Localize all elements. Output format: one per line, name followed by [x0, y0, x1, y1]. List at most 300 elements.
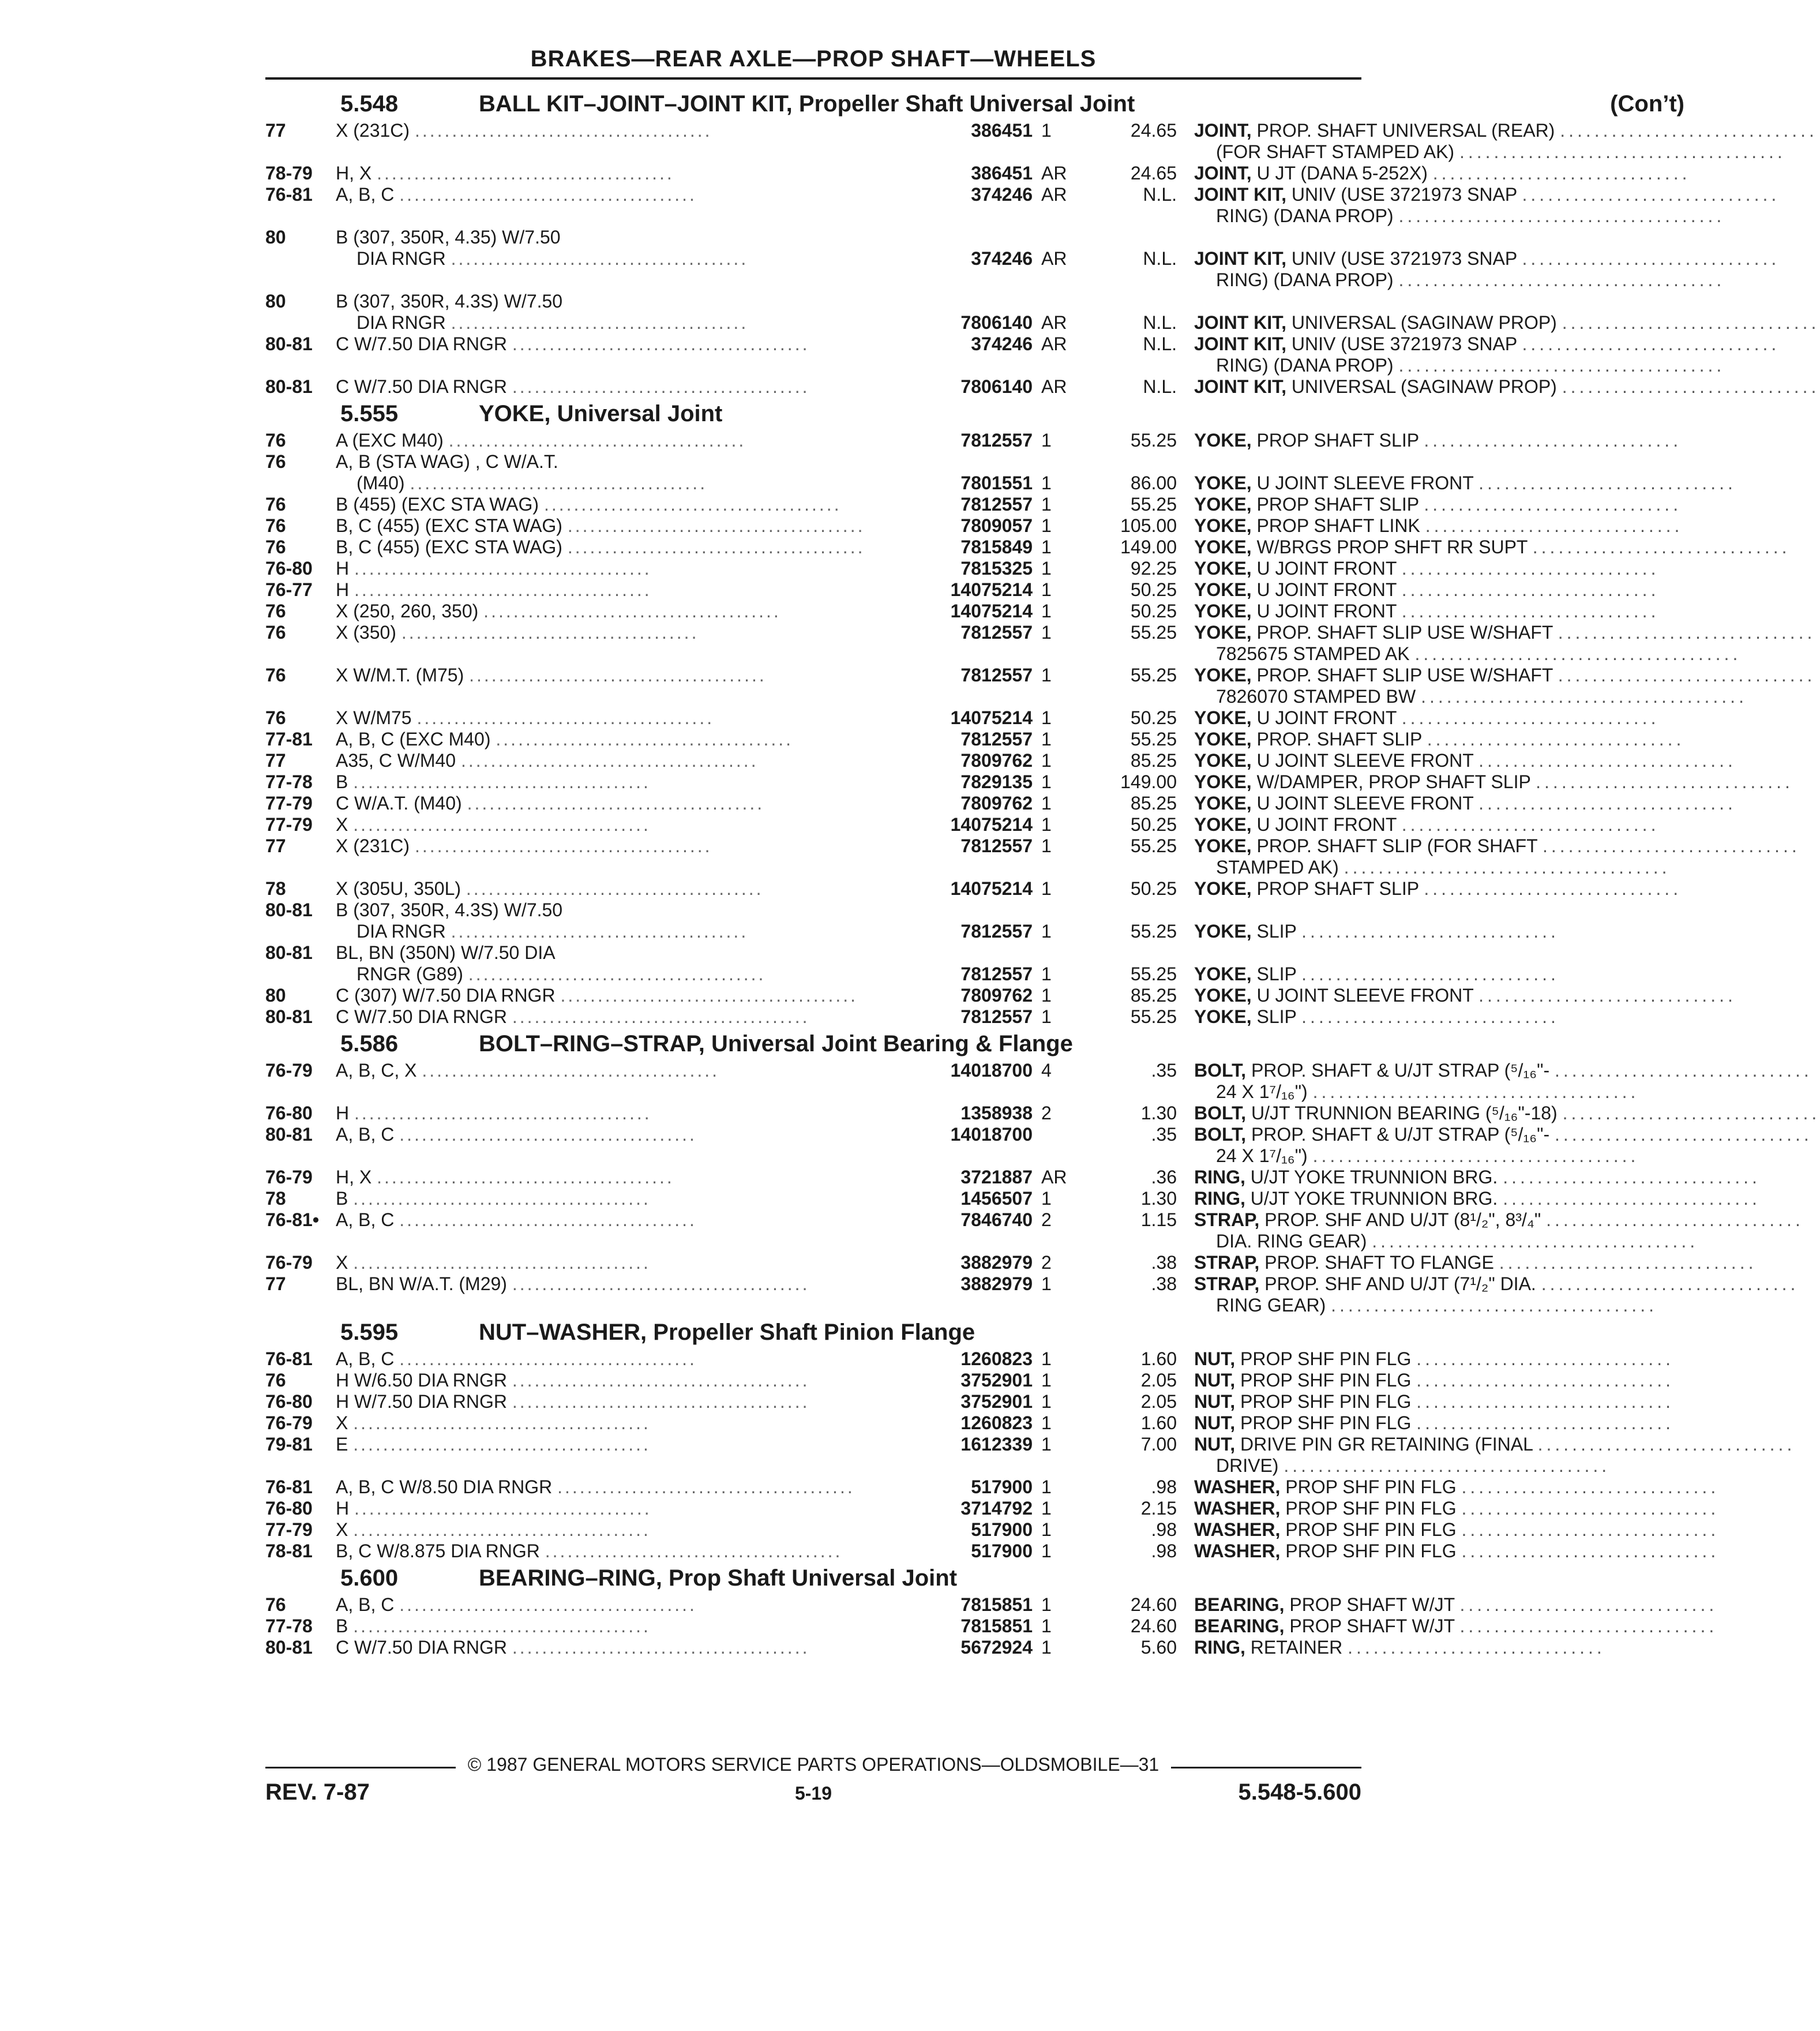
part-row [265, 1273, 1799, 1295]
price: 55.25 [1130, 1006, 1177, 1027]
description-text: U JOINT SLEEVE FRONT [1256, 750, 1474, 771]
part-row [265, 622, 1816, 644]
part-row [265, 1519, 1720, 1541]
application-text: H, X [336, 163, 372, 183]
leader-dots: ........................................ [467, 793, 765, 814]
price: .38 [1151, 1273, 1177, 1294]
part-number: 7812557 [960, 964, 1033, 984]
vehicle-application [336, 184, 904, 205]
part-row [265, 579, 1660, 601]
leader-dots: ........................................ [448, 430, 746, 451]
leader-dots: ........................................ [512, 1637, 810, 1658]
application-text: BL, BN (350N) W/7.50 DIA [336, 942, 556, 963]
vehicle-application [336, 985, 904, 1006]
part-type: YOKE, [1194, 494, 1252, 515]
price: 50.25 [1130, 814, 1177, 835]
description-text: 24 X 1⁷/₁₆") [1216, 1081, 1308, 1102]
leader-dots: .............................. [1427, 729, 1685, 750]
part-description [1194, 729, 1685, 750]
part-row [265, 1391, 1674, 1413]
quantity: 1 [1041, 771, 1052, 792]
description-text: 7825675 STAMPED AK [1216, 643, 1410, 664]
part-number: 1358938 [960, 1103, 1033, 1123]
quantity: 1 [1041, 878, 1052, 899]
section-title [340, 1320, 975, 1347]
section-subtitle: Propeller Shaft Universal Joint [798, 91, 1135, 117]
part-row [265, 707, 1660, 729]
quantity: 1 [1041, 750, 1052, 771]
leader-dots: .............................. [1432, 163, 1691, 183]
quantity: 1 [1041, 494, 1052, 515]
part-number: 14075214 [950, 601, 1033, 621]
leader-dots: ........................................ [377, 163, 674, 183]
model-year: 76 [265, 494, 286, 515]
part-description [1194, 1006, 1621, 1027]
quantity: 1 [1041, 814, 1052, 835]
vehicle-application [336, 750, 904, 771]
description-text: UNIVERSAL (SAGINAW PROP) [1291, 312, 1557, 333]
quantity: 4 [1041, 1060, 1052, 1081]
part-number: 7806140 [960, 312, 1033, 333]
description-continued [265, 141, 1786, 163]
leader-dots: ........................................ [354, 558, 652, 579]
part-row [265, 793, 1736, 815]
vehicle-application [336, 1519, 904, 1540]
leader-dots: ...................................... [1459, 141, 1786, 162]
part-type: WASHER, [1194, 1498, 1281, 1519]
part-number: 7812557 [960, 494, 1033, 515]
leader-dots: ........................................ [353, 1434, 651, 1455]
part-number: 7815851 [960, 1616, 1033, 1636]
description-continued [265, 643, 1742, 665]
leader-dots: .............................. [1459, 1616, 1718, 1636]
vehicle-application-line2 [336, 473, 925, 493]
model-year: 80-81 [265, 1637, 313, 1658]
application-text: H [336, 1103, 350, 1123]
application-text: X W/M75 [336, 707, 412, 728]
leader-dots: .............................. [1499, 1252, 1757, 1273]
part-description [1194, 964, 1621, 984]
part-type: JOINT KIT, [1194, 312, 1287, 333]
part-number: 14075214 [950, 878, 1033, 899]
part-row [265, 942, 1361, 964]
part-description [1194, 771, 1793, 792]
leader-dots: ........................................ [399, 1594, 697, 1615]
description-continued [265, 857, 1671, 879]
description-text: SLIP [1256, 964, 1297, 984]
section-subtitle: Universal Joint [557, 401, 723, 426]
description-text: DRIVE PIN GR RETAINING (FINAL [1240, 1434, 1533, 1455]
quantity: 1 [1041, 473, 1052, 493]
description-text: PROP SHAFT SLIP [1256, 430, 1419, 451]
application-text: X (250, 260, 350) [336, 601, 479, 621]
vehicle-application [336, 1348, 904, 1369]
description-continued [265, 269, 1725, 291]
price: N.L. [1143, 312, 1177, 333]
model-year: 77-78 [265, 771, 313, 792]
part-type: JOINT KIT, [1194, 184, 1287, 205]
part-type: YOKE, [1194, 430, 1252, 451]
leader-dots: ........................................ [560, 985, 858, 1006]
part-number: 7809762 [960, 985, 1033, 1006]
quantity: 1 [1041, 601, 1052, 621]
vehicle-application [336, 1252, 904, 1273]
leader-dots: .............................. [1560, 120, 1818, 141]
model-year: 76-80 [265, 1391, 313, 1412]
part-description [1194, 579, 1660, 600]
part-type: YOKE, [1194, 985, 1252, 1006]
description-text: UNIV (USE 3721973 SNAP [1291, 333, 1517, 354]
model-year: 76-79 [265, 1167, 313, 1187]
part-number: 1260823 [960, 1412, 1033, 1433]
leader-dots: ........................................ [377, 1167, 674, 1187]
application-text: H [336, 558, 350, 579]
description-text: PROP SHAFT W/JT [1289, 1616, 1455, 1636]
part-description [1194, 1498, 1720, 1519]
vehicle-application-line2 [336, 248, 925, 269]
leader-dots: .............................. [1478, 793, 1736, 814]
part-type: NUT, [1194, 1434, 1236, 1455]
part-description [1194, 1370, 1674, 1391]
description-text: PROP SHF PIN FLG [1285, 1541, 1457, 1561]
application-text: A, B (STA WAG) , C W/A.T. [336, 451, 558, 472]
part-type: YOKE, [1194, 537, 1252, 557]
leader-dots: .............................. [1503, 1167, 1761, 1187]
price: 1.60 [1140, 1348, 1177, 1369]
section-number: 5.548 [340, 91, 399, 117]
application-text: B, C (455) (EXC STA WAG) [336, 515, 562, 536]
leader-dots: ...................................... [1344, 857, 1671, 878]
leader-dots: .............................. [1541, 1273, 1799, 1294]
price: 85.25 [1130, 985, 1177, 1006]
part-description [1194, 1412, 1674, 1433]
quantity: 1 [1041, 1541, 1052, 1561]
part-row [265, 900, 1361, 921]
vehicle-application [336, 376, 904, 397]
model-year: 80 [265, 291, 286, 312]
part-number: 7815851 [960, 1594, 1033, 1615]
description-text: PROP. SHAFT SLIP (FOR SHAFT [1256, 835, 1538, 856]
quantity: 1 [1041, 558, 1052, 579]
part-description [1194, 515, 1683, 536]
part-type: RING, [1194, 1167, 1245, 1187]
description-continued [265, 1081, 1639, 1103]
leader-dots: ........................................ [483, 601, 781, 621]
price: 24.65 [1130, 163, 1177, 183]
part-type: WASHER, [1194, 1477, 1281, 1497]
part-type: JOINT KIT, [1194, 248, 1287, 269]
part-type: BOLT, [1194, 1124, 1247, 1145]
part-description [1194, 1391, 1674, 1412]
part-type: YOKE, [1194, 921, 1252, 942]
description-text: PROP. SHAFT TO FLANGE [1264, 1252, 1494, 1273]
leader-dots: ........................................ [416, 707, 715, 728]
quantity: 1 [1041, 622, 1052, 643]
description-text: PROP. SHF AND U/JT (8¹/₂", 8³/₄" [1264, 1209, 1541, 1230]
part-number: 374246 [971, 184, 1033, 205]
price: 85.25 [1130, 750, 1177, 771]
part-row [265, 120, 1818, 142]
model-year: 80-81 [265, 1124, 313, 1145]
quantity: 1 [1041, 1616, 1052, 1636]
part-type: YOKE, [1194, 579, 1252, 600]
part-type: YOKE, [1194, 1006, 1252, 1027]
application-text: BL, BN W/A.T. (M29) [336, 1273, 507, 1294]
part-type: YOKE, [1194, 814, 1252, 835]
part-row [265, 1006, 1559, 1028]
price: 92.25 [1130, 558, 1177, 579]
model-year: 77 [265, 835, 286, 856]
description-text: SLIP [1256, 921, 1297, 942]
leader-dots: ........................................ [512, 376, 810, 397]
model-year: 80-81 [265, 376, 313, 397]
part-type: YOKE, [1194, 878, 1252, 899]
model-year: 77-81 [265, 729, 313, 750]
part-number: 14075214 [950, 707, 1033, 728]
part-row [265, 1637, 1605, 1659]
quantity: 1 [1041, 1498, 1052, 1519]
part-type: YOKE, [1194, 558, 1252, 579]
part-type: YOKE, [1194, 707, 1252, 728]
leader-dots: ........................................ [545, 1541, 843, 1561]
price: 55.25 [1130, 921, 1177, 942]
description-text: PROP SHF PIN FLG [1240, 1370, 1412, 1391]
description-text: PROP SHF PIN FLG [1240, 1412, 1412, 1433]
leader-dots: .............................. [1401, 601, 1660, 621]
leader-dots: ........................................ [353, 1188, 651, 1209]
part-type: STRAP, [1194, 1252, 1260, 1273]
quantity: AR [1041, 163, 1067, 183]
vehicle-application-line2 [336, 921, 925, 942]
description-text: W/BRGS PROP SHFT RR SUPT [1256, 537, 1528, 557]
description-text: DRIVE) [1216, 1455, 1279, 1476]
leader-dots: .............................. [1562, 1103, 1820, 1123]
leader-dots: ........................................ [354, 579, 652, 600]
leader-dots: .............................. [1461, 1477, 1720, 1497]
application-text: C W/7.50 DIA RNGR [336, 376, 507, 397]
description-text: PROP. SHAFT SLIP USE W/SHAFT [1256, 665, 1553, 685]
description-text: PROP SHAFT SLIP [1256, 878, 1419, 899]
section-number: 5.595 [340, 1320, 399, 1345]
part-number: 3721887 [960, 1167, 1033, 1187]
section-subtitle: Universal Joint Bearing & Flange [711, 1031, 1073, 1056]
part-row [265, 1594, 1718, 1616]
part-row [265, 729, 1685, 751]
application-text: B, C (455) (EXC STA WAG) [336, 537, 562, 557]
price: 24.60 [1130, 1616, 1177, 1636]
description-text: PROP. SHAFT & U/JT STRAP (⁵/₁₆"- [1251, 1124, 1550, 1145]
part-description [1194, 1124, 1813, 1145]
part-row [265, 1498, 1720, 1520]
description-text: U/JT TRUNNION BEARING (⁵/₁₆"-18) [1251, 1103, 1558, 1123]
model-year: 77-79 [265, 793, 313, 814]
application-text: H W/7.50 DIA RNGR [336, 1391, 507, 1412]
price: N.L. [1143, 376, 1177, 397]
leader-dots: .............................. [1478, 473, 1736, 493]
part-description [1194, 1637, 1621, 1658]
page-header: BRAKES—REAR AXLE—PROP SHAFT—WHEELS [530, 46, 1097, 72]
model-year: 76-79 [265, 1060, 313, 1081]
leader-dots: ........................................ [354, 1498, 652, 1519]
leader-dots: .............................. [1555, 1060, 1813, 1081]
part-row [265, 291, 1361, 313]
part-number: 14075214 [950, 814, 1033, 835]
leader-dots: ...................................... [1398, 355, 1725, 376]
application-text: X (231C) [336, 120, 410, 141]
leader-dots: ........................................ [557, 1477, 855, 1497]
leader-dots: ........................................ [401, 622, 699, 643]
price: 1.60 [1140, 1412, 1177, 1433]
model-year: 80-81 [265, 900, 313, 920]
application-text: C W/7.50 DIA RNGR [336, 1637, 507, 1658]
description-continued [265, 1295, 1657, 1317]
description-text: U JOINT FRONT [1256, 558, 1397, 579]
application-text: C W/7.50 DIA RNGR [336, 333, 507, 354]
part-number: 7815849 [960, 537, 1033, 557]
application-text: B (455) (EXC STA WAG) [336, 494, 539, 515]
price: .98 [1151, 1519, 1177, 1540]
description-text: PROP SHAFT SLIP [1256, 494, 1419, 515]
part-row [265, 601, 1660, 623]
model-year: 76-81 [265, 1477, 313, 1497]
price: 50.25 [1130, 601, 1177, 621]
application-text: B [336, 1616, 348, 1636]
part-description [1194, 750, 1736, 771]
model-year: 76-80 [265, 1498, 313, 1519]
part-type: STRAP, [1194, 1273, 1260, 1294]
leader-dots: ...................................... [1372, 1231, 1699, 1251]
vehicle-application [336, 494, 904, 515]
quantity: 1 [1041, 729, 1052, 750]
part-number: 7809057 [960, 515, 1033, 536]
description-line2 [1216, 355, 1725, 376]
leader-dots: ........................................ [567, 537, 865, 557]
application-text: C W/7.50 DIA RNGR [336, 1006, 507, 1027]
part-row [265, 184, 1780, 206]
application-text: C (307) W/7.50 DIA RNGR [336, 985, 556, 1006]
vehicle-application [336, 1273, 904, 1294]
description-line2 [1216, 141, 1786, 162]
part-type: BOLT, [1194, 1103, 1247, 1123]
vehicle-application [336, 430, 904, 451]
model-year: 79-81 [265, 1434, 313, 1455]
vehicle-application [336, 729, 904, 750]
section-title [340, 91, 1684, 119]
part-description [1194, 430, 1682, 451]
price: .98 [1151, 1541, 1177, 1561]
price: .35 [1151, 1124, 1177, 1145]
leader-dots: ........................................ [414, 120, 712, 141]
leader-dots: ........................................ [567, 515, 865, 536]
price: 55.25 [1130, 622, 1177, 643]
leader-dots: ...................................... [1331, 1295, 1657, 1316]
price: N.L. [1143, 248, 1177, 269]
application-text: B (307, 350R, 4.3S) W/7.50 [336, 291, 563, 312]
vehicle-application [336, 900, 904, 920]
quantity: 1 [1041, 537, 1052, 557]
leader-dots: .............................. [1424, 430, 1682, 451]
leader-dots: .............................. [1401, 579, 1660, 600]
leader-dots: .............................. [1478, 750, 1736, 771]
part-row [265, 1348, 1674, 1370]
quantity: 2 [1041, 1209, 1052, 1230]
quantity: 1 [1041, 1594, 1052, 1615]
description-text: PROP SHF PIN FLG [1240, 1391, 1412, 1412]
leader-dots: .............................. [1461, 1541, 1720, 1561]
part-number: 7806140 [960, 376, 1033, 397]
model-year: 76 [265, 601, 286, 621]
price: 55.25 [1130, 494, 1177, 515]
part-description [1194, 333, 1780, 354]
part-number: 374246 [971, 333, 1033, 354]
model-year: 77-79 [265, 814, 313, 835]
part-type: YOKE, [1194, 835, 1252, 856]
quantity: 1 [1041, 1412, 1052, 1433]
vehicle-application [336, 665, 904, 685]
leader-dots: .............................. [1301, 964, 1559, 984]
part-row [265, 494, 1682, 516]
model-year: 76-79 [265, 1252, 313, 1273]
application-text: E [336, 1434, 348, 1455]
part-type: JOINT, [1194, 120, 1252, 141]
leader-dots: .............................. [1348, 1637, 1605, 1658]
part-description [1194, 814, 1660, 835]
part-number: 7812557 [960, 729, 1033, 750]
quantity: 1 [1041, 430, 1052, 451]
vehicle-application [336, 1434, 904, 1455]
description-text: U JOINT SLEEVE FRONT [1256, 793, 1474, 814]
quantity: 1 [1041, 1434, 1052, 1455]
quantity: 1 [1041, 1370, 1052, 1391]
part-type: YOKE, [1194, 771, 1252, 792]
section-number: 5.555 [340, 401, 399, 426]
leader-dots: ........................................ [353, 814, 651, 835]
part-row [265, 430, 1682, 452]
leader-dots: .............................. [1416, 1370, 1674, 1391]
description-line2 [1216, 269, 1725, 290]
description-text: RING) (DANA PROP) [1216, 355, 1394, 376]
part-type: YOKE, [1194, 964, 1252, 984]
description-line2 [1216, 1231, 1699, 1251]
section-number: 5.586 [340, 1031, 399, 1056]
leader-dots: .............................. [1522, 184, 1780, 205]
quantity: 1 [1041, 579, 1052, 600]
part-type: YOKE, [1194, 793, 1252, 814]
leader-dots: .............................. [1503, 1188, 1761, 1209]
vehicle-application-line2 [336, 312, 925, 333]
part-row [265, 985, 1736, 1007]
part-row [265, 333, 1780, 355]
part-number: 3714792 [960, 1498, 1033, 1519]
application-text: A35, C W/M40 [336, 750, 456, 771]
leader-dots: .............................. [1301, 1006, 1559, 1027]
leader-dots: ........................................ [410, 473, 708, 493]
description-text: RING GEAR) [1216, 1295, 1326, 1316]
price: 24.65 [1130, 120, 1177, 141]
leader-dots: .............................. [1532, 537, 1791, 557]
part-number: 3882979 [960, 1273, 1033, 1294]
leader-dots: .............................. [1555, 1124, 1813, 1145]
leader-dots: .............................. [1522, 248, 1780, 269]
section-range: 5.548-5.600 [1238, 1779, 1361, 1805]
description-continued [265, 205, 1725, 227]
section-name: YOKE, [479, 401, 551, 426]
price: 1.15 [1140, 1209, 1177, 1230]
part-description [1194, 1167, 1761, 1187]
vehicle-application [336, 1477, 904, 1497]
quantity: 1 [1041, 707, 1052, 728]
description-text: 7826070 STAMPED BW [1216, 686, 1416, 707]
